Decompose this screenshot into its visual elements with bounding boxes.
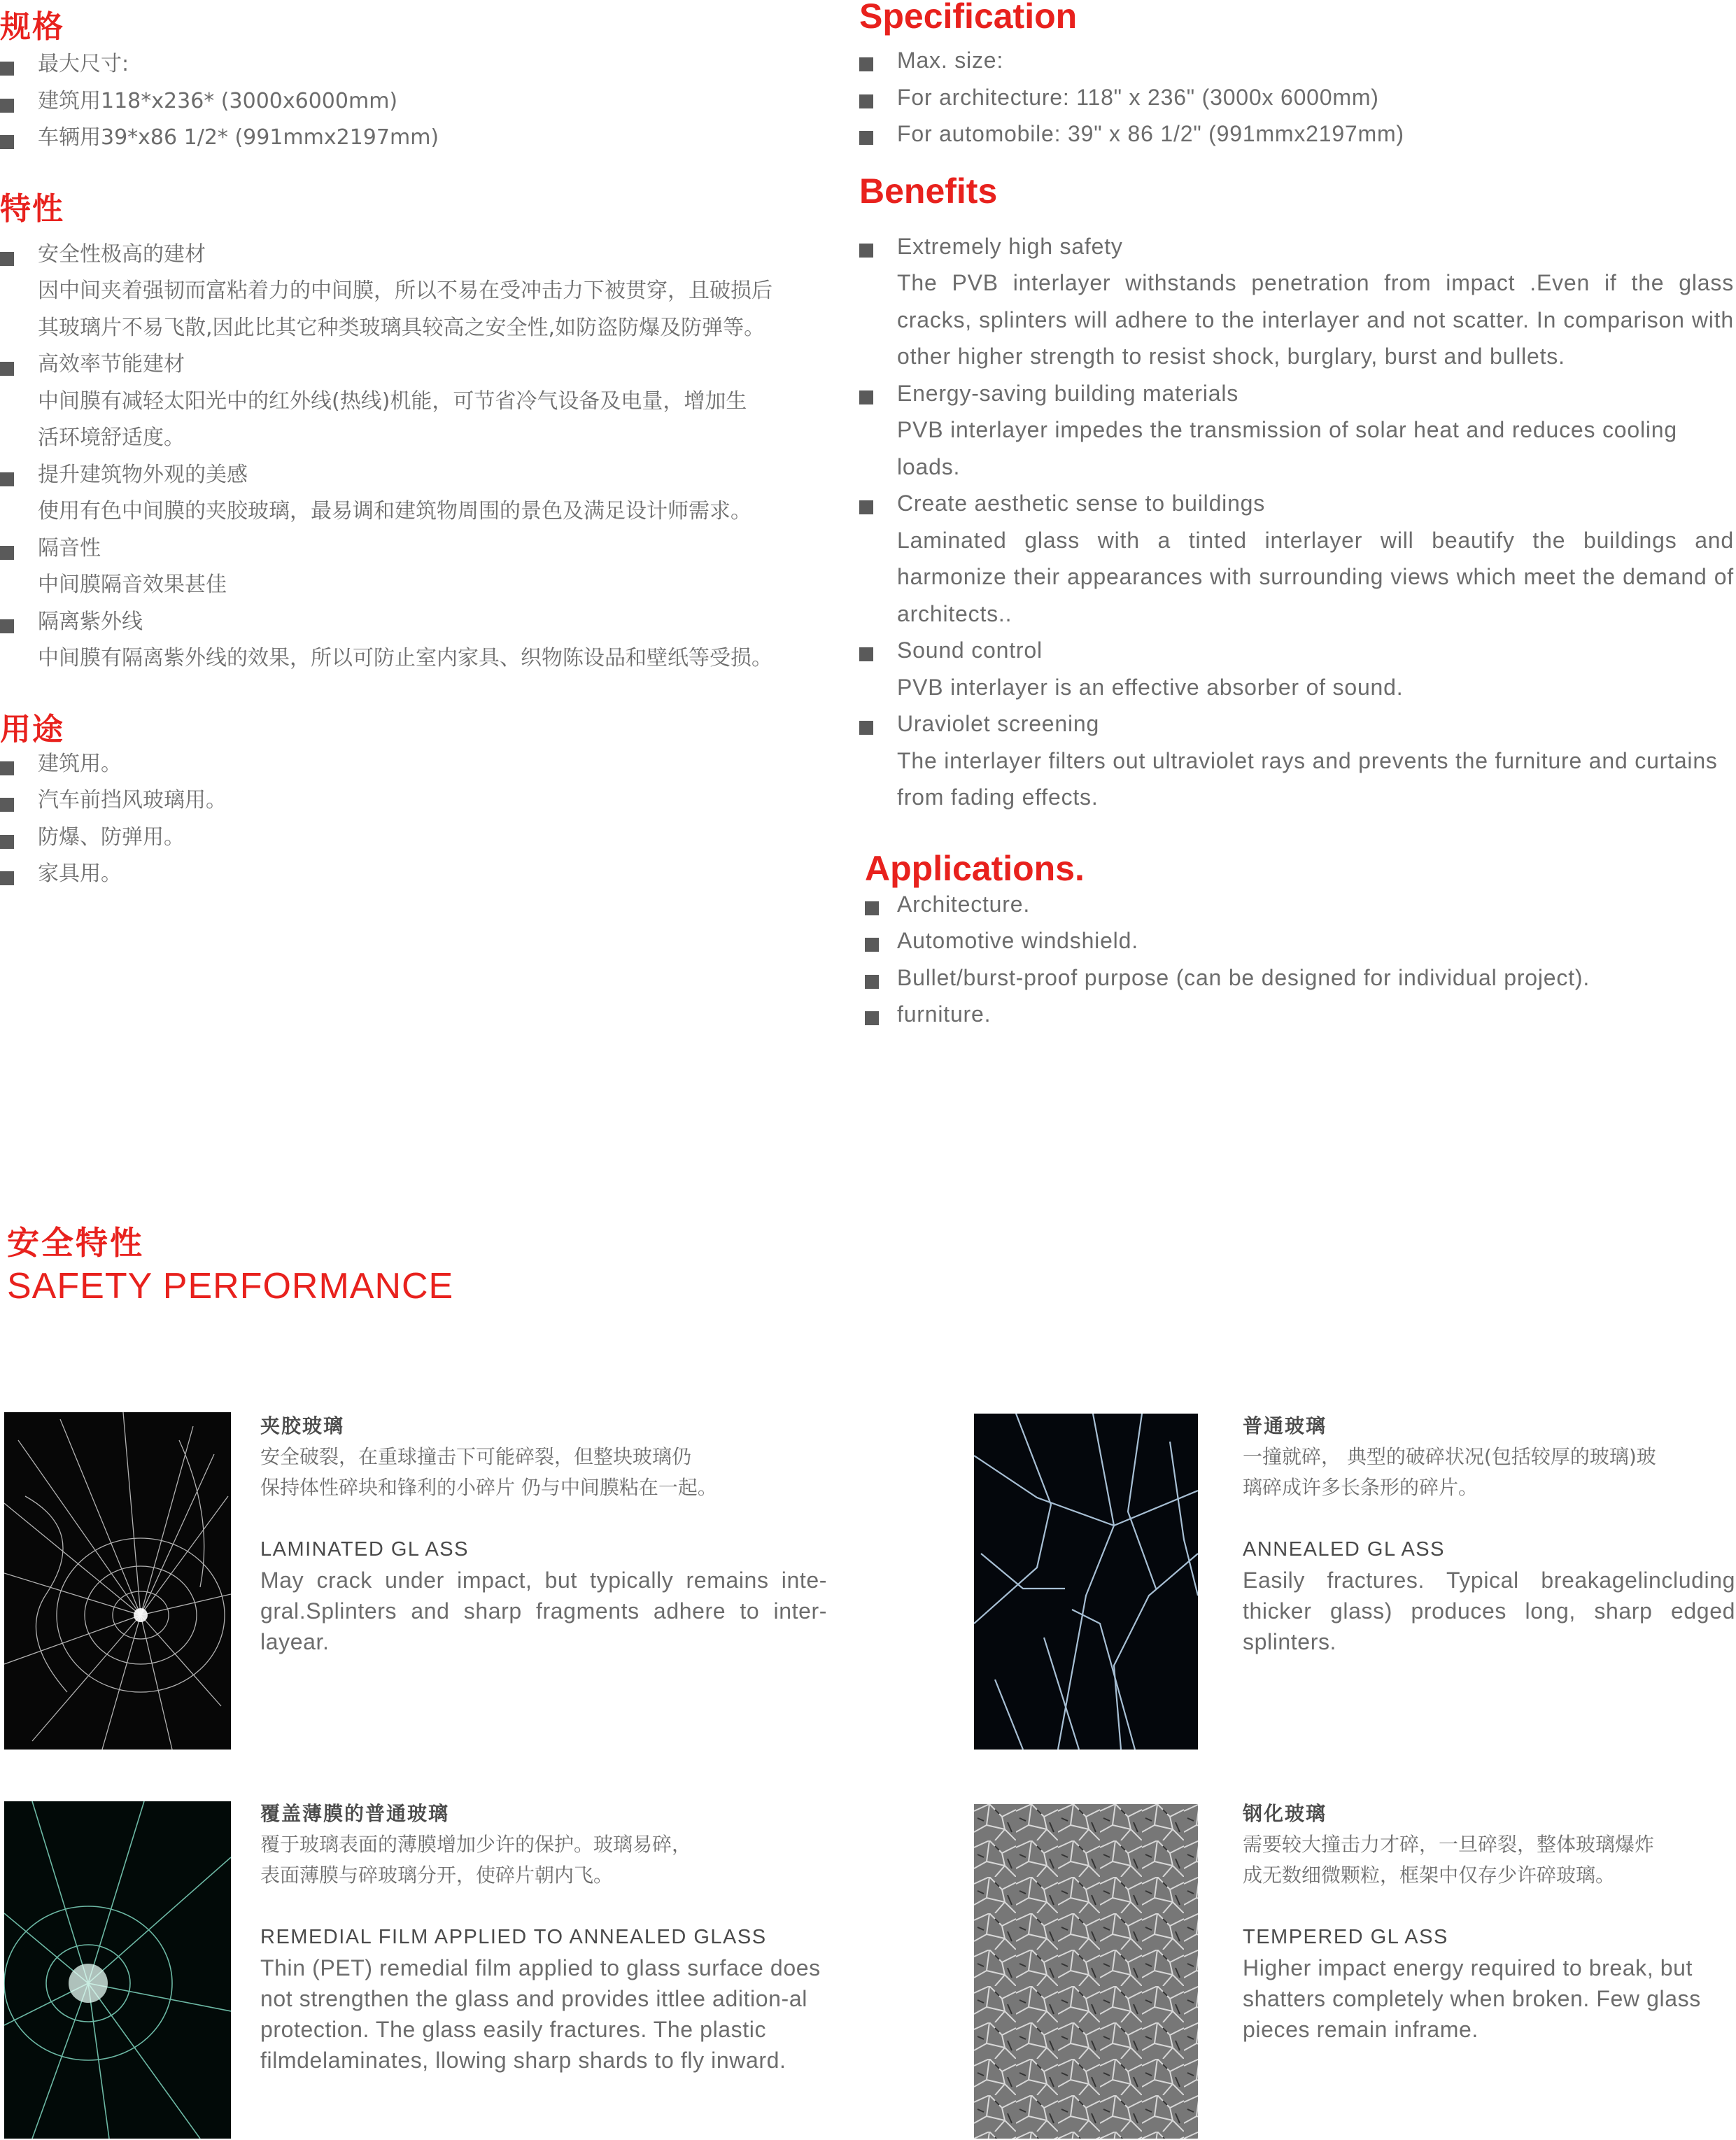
bullet-icon <box>865 938 879 952</box>
en-applications-title: Applications. <box>865 848 1085 888</box>
list-item: 隔离紫外线 中间膜有隔离紫外线的效果，所以可防止室内家具、织物陈设品和壁纸等受损。 <box>0 604 833 677</box>
list-item: 隔音性 中间膜隔音效果甚佳 <box>0 530 833 604</box>
list-item: For automobile: 39" x 86 1/2" (991mmx2197mm) <box>859 115 1734 153</box>
bullet-icon <box>0 62 14 76</box>
en-benefits-title: Benefits <box>859 171 998 211</box>
cn-applications-list <box>0 746 833 893</box>
card-desc-en: Higher impact energy required to break, but shatters completely when broken. Few glass pieces remain inframe. <box>1243 1955 1701 2042</box>
safety-title-en: SAFETY PERFORMANCE <box>7 1266 454 1307</box>
card-desc-cn: 保持体性碎块和锋利的小碎片 仍与中间膜粘在一起。 <box>260 1476 717 1499</box>
bullet-icon <box>859 390 873 404</box>
bullet-icon <box>0 135 14 149</box>
bullet-icon <box>0 619 14 633</box>
cn-applications-title: 用途 <box>0 711 64 747</box>
cn-spec-title: 规格 <box>0 9 64 45</box>
bullet-icon <box>0 871 14 885</box>
card-title-en: TEMPERED GL ASS <box>1243 1926 1448 1948</box>
en-applications-list <box>865 886 1734 1033</box>
list-item: Energy-saving building materials PVB interlayer impedes the transmission of solar heat and reduces cooling loads. <box>859 375 1734 486</box>
bullet-icon <box>859 131 873 145</box>
laminated-glass-image <box>4 1412 231 1750</box>
en-spec-list <box>859 42 1734 153</box>
list-item: 提升建筑物外观的美感 使用有色中间膜的夹胶玻璃，最易调和建筑物周围的景色及满足设计师需求。 <box>0 457 833 530</box>
bullet-icon <box>865 975 879 989</box>
card-title-cn: 钢化玻璃 <box>1243 1802 1327 1825</box>
remedial-film-glass-card <box>260 1798 827 2076</box>
list-item: 建筑用。 <box>0 746 833 783</box>
card-desc-cn: 成无数细微颗粒，框架中仅存少许碎玻璃。 <box>1243 1864 1616 1887</box>
list-item: 防爆、防弹用。 <box>0 819 833 857</box>
list-item: Create aesthetic sense to buildings Laminated glass with a tinted interlayer will beautify the buildings and harmonize their appearances with surrounding views which meet the demand of architects.. <box>859 485 1734 632</box>
bullet-icon <box>859 500 873 514</box>
bullet-icon <box>0 472 14 486</box>
card-desc-cn: 覆于玻璃表面的薄膜增加少许的保护。玻璃易碎， <box>260 1833 692 1856</box>
list-item: Automotive windshield. <box>865 922 1734 959</box>
bullet-icon <box>859 647 873 661</box>
list-item: Extremely high safety The PVB interlayer withstands penetration from impact .Even if the glass cracks, splinters will adhere to the interlayer and not scatter. In comparison with other higher strength to resist shock, burglary, burst and bullets. <box>859 228 1734 375</box>
card-desc-cn: 需要较大撞击力才碎，一旦碎裂，整体玻璃爆炸 <box>1243 1833 1655 1856</box>
tempered-glass-image <box>974 1804 1198 2139</box>
bullet-icon <box>859 57 873 71</box>
list-item: 家具用。 <box>0 856 833 893</box>
list-item: Architecture. <box>865 886 1734 923</box>
list-item: Uraviolet screening The interlayer filters out ultraviolet rays and prevents the furniture and curtains from fading effects. <box>859 705 1734 816</box>
cn-benefits-list <box>0 237 833 677</box>
bullet-icon <box>0 798 14 812</box>
list-item: furniture. <box>865 996 1734 1033</box>
list-item: Sound control PVB interlayer is an effective absorber of sound. <box>859 632 1734 705</box>
list-item: 安全性极高的建材 因中间夹着强韧而富粘着力的中间膜，所以不易在受冲击力下被贯穿，且破损后 其玻璃片不易飞散,因此比其它种类玻璃具较高之安全性,如防盗防爆及防弹等。 <box>0 237 833 347</box>
bullet-icon <box>0 362 14 376</box>
bullet-icon <box>859 94 873 108</box>
list-item: Bullet/burst-proof purpose (can be designed for individual project). <box>865 959 1734 997</box>
list-item: 高效率节能建材 中间膜有减轻太阳光中的红外线(热线)机能，可节省冷气设备及电量，增加生 活环境舒适度。 <box>0 346 833 457</box>
bullet-icon <box>865 901 879 915</box>
cn-spec-list <box>0 46 833 157</box>
en-benefits-list <box>859 228 1734 816</box>
card-title-en: LAMINATED GL ASS <box>260 1538 469 1561</box>
card-desc-en: not strengthen the glass and provides ittlee adition-al <box>260 1986 807 2011</box>
tempered-glass-card <box>1243 1798 1735 2045</box>
annealed-glass-image <box>974 1414 1198 1750</box>
list-item: Max. size: <box>859 42 1734 79</box>
card-desc-en: Easily fractures. Typical breakagelincluding thicker glass) produces long, sharp edged splinters. <box>1243 1568 1735 1654</box>
card-title-cn: 夹胶玻璃 <box>260 1414 345 1437</box>
list-item: 车辆用39*x86 1/2* (991mmx2197mm) <box>0 120 833 157</box>
card-desc-en: May crack under impact, but typically remains inte-gral.Splinters and sharp fragments adhere to inter-layear. <box>260 1568 827 1654</box>
bullet-icon <box>0 252 14 266</box>
list-item: 汽车前挡风玻璃用。 <box>0 782 833 819</box>
card-desc-cn: 表面薄膜与碎玻璃分开，使碎片朝内飞。 <box>260 1864 614 1887</box>
card-title-cn: 覆盖薄膜的普通玻璃 <box>260 1802 450 1825</box>
en-column <box>859 0 1734 1033</box>
list-item: 建筑用118*x236* (3000x6000mm) <box>0 83 833 120</box>
bullet-icon <box>0 835 14 849</box>
card-desc-en: protection. The glass easily fractures. The plastic filmdelaminates, llowing sharp shards to fly inward. <box>260 2017 786 2073</box>
laminated-glass-card <box>260 1411 827 1657</box>
annealed-glass-card <box>1243 1411 1735 1657</box>
bullet-icon <box>859 244 873 258</box>
bullet-icon <box>0 99 14 113</box>
remedial-film-glass-image <box>4 1801 231 2139</box>
cn-benefits-title: 特性 <box>0 190 64 227</box>
bullet-icon <box>0 546 14 560</box>
card-desc-cn: 一撞就碎， 典型的破碎状况(包括较厚的玻璃)玻 <box>1243 1445 1656 1468</box>
cn-column <box>0 0 833 893</box>
bullet-icon <box>0 761 14 775</box>
safety-heading <box>7 1222 453 1309</box>
list-item: For architecture: 118" x 236" (3000x 6000mm) <box>859 79 1734 116</box>
bullet-icon <box>865 1011 879 1025</box>
card-title-en: REMEDIAL FILM APPLIED TO ANNEALED GLASS <box>260 1926 767 1948</box>
en-spec-title: Specification <box>859 0 1078 36</box>
card-desc-cn: 安全破裂，在重球撞击下可能碎裂，但整块玻璃仍 <box>260 1445 692 1468</box>
card-title-en: ANNEALED GL ASS <box>1243 1538 1445 1561</box>
card-desc-en: Thin (PET) remedial film applied to glass surface does <box>260 1955 821 1980</box>
card-desc-cn: 璃碎成许多长条形的碎片。 <box>1243 1476 1479 1499</box>
bullet-icon <box>859 721 873 735</box>
card-title-cn: 普通玻璃 <box>1243 1414 1327 1437</box>
list-item: 最大尺寸: <box>0 46 833 83</box>
safety-title-cn: 安全特性 <box>7 1224 144 1262</box>
